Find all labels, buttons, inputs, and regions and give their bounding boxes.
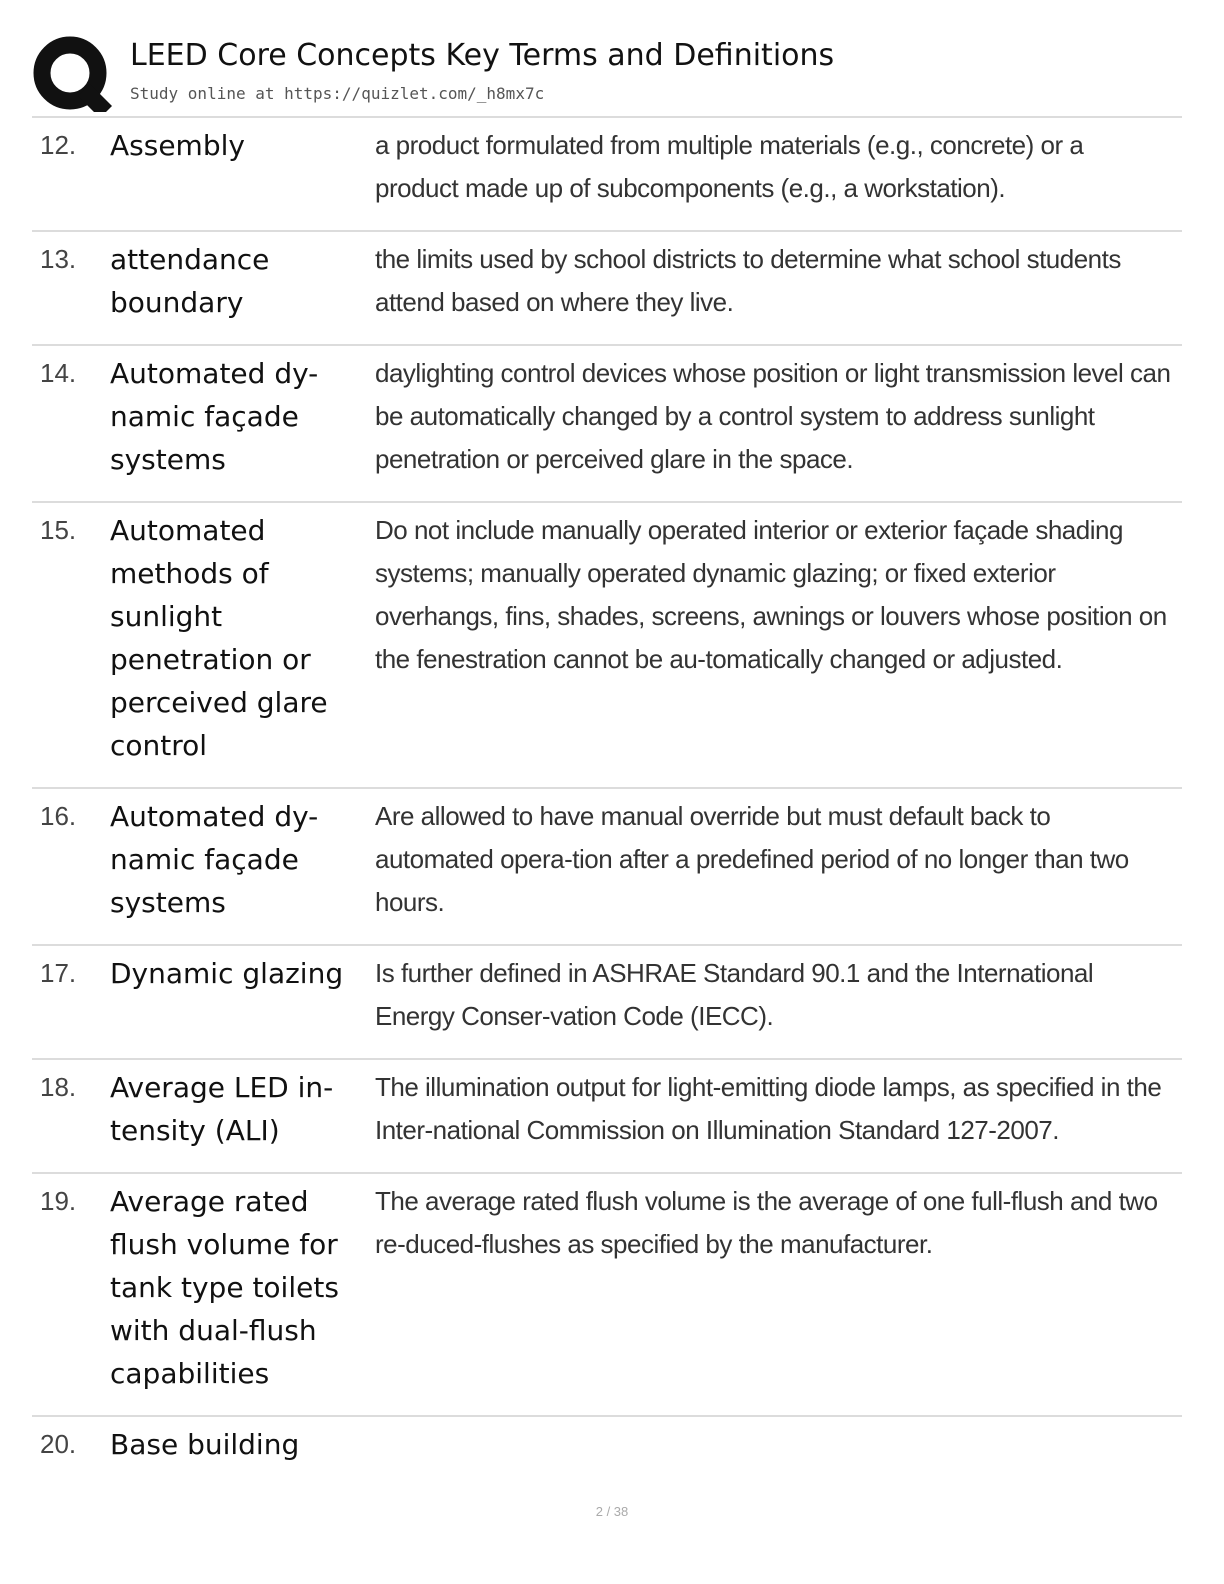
term-row — [32, 946, 1182, 1060]
terms-table — [32, 116, 1182, 1486]
term-number: 18. — [40, 1072, 77, 1102]
term-definition: Are allowed to have manual override but must default back to automated opera-tion after a predefined period of no longer than two hours. — [375, 801, 1129, 917]
page-header — [32, 36, 1192, 116]
term-definition: Do not include manually operated interior or exterior façade shading systems; manually operated dynamic glazing; or fixed exterior overhangs, fins, shades, screens, awnings or louvers whose position on the fenestration cannot be au-tomatically changed or adjusted. — [375, 515, 1167, 674]
term-row — [32, 503, 1182, 789]
term-name: Automated dy-namic façade systems — [110, 357, 319, 476]
term-definition: Is further defined in ASHRAE Standard 90.1 and the International Energy Conser-vation Code (IECC). — [375, 958, 1094, 1031]
document-title: LEED Core Concepts Key Terms and Definitions — [130, 38, 835, 73]
term-name: Automated dy-namic façade systems — [110, 800, 319, 919]
term-name: Automated methods of sunlight penetration or perceived glare control — [110, 514, 328, 762]
term-definition: daylighting control devices whose position or light transmission level can be automatically changed by a control system to address sunlight penetration or perceived glare in the space. — [375, 358, 1171, 474]
term-number: 13. — [40, 244, 77, 274]
term-number: 15. — [40, 515, 77, 545]
term-name: Average LED in-tensity (ALI) — [110, 1071, 334, 1147]
term-number: 19. — [40, 1186, 77, 1216]
study-online-link[interactable]: Study online at https://quizlet.com/_h8mx7c — [130, 84, 545, 103]
term-row — [32, 1060, 1182, 1174]
term-row — [32, 232, 1182, 346]
term-definition: The average rated flush volume is the average of one full-flush and two re-duced-flushes as specified by the manufacturer. — [375, 1186, 1158, 1259]
quizlet-q-logo-icon — [32, 36, 112, 112]
term-name: Assembly — [110, 129, 245, 162]
term-row — [32, 346, 1182, 503]
term-row — [32, 1174, 1182, 1417]
term-row — [32, 118, 1182, 232]
term-name: Average rated flush volume for tank type toilets with dual-flush capabilities — [110, 1185, 339, 1390]
term-number: 14. — [40, 358, 77, 388]
term-row — [32, 1417, 1182, 1486]
term-definition: the limits used by school districts to determine what school students attend based on where they live. — [375, 244, 1121, 317]
term-number: 20. — [40, 1429, 77, 1459]
term-number: 17. — [40, 958, 77, 988]
term-name: Dynamic glazing — [110, 957, 344, 990]
term-definition: The illumination output for light-emitting diode lamps, as specified in the Inter-national Commission on Illumination Standard 127-2007. — [375, 1072, 1162, 1145]
term-number: 12. — [40, 130, 77, 160]
term-name: attendance boundary — [110, 243, 270, 319]
term-number: 16. — [40, 801, 77, 831]
term-row — [32, 789, 1182, 946]
page-number: 2 / 38 — [595, 1504, 629, 1519]
term-definition: a product formulated from multiple materials (e.g., concrete) or a product made up of subcomponents (e.g., a workstation). — [375, 130, 1084, 203]
term-name: Base building — [110, 1428, 300, 1461]
